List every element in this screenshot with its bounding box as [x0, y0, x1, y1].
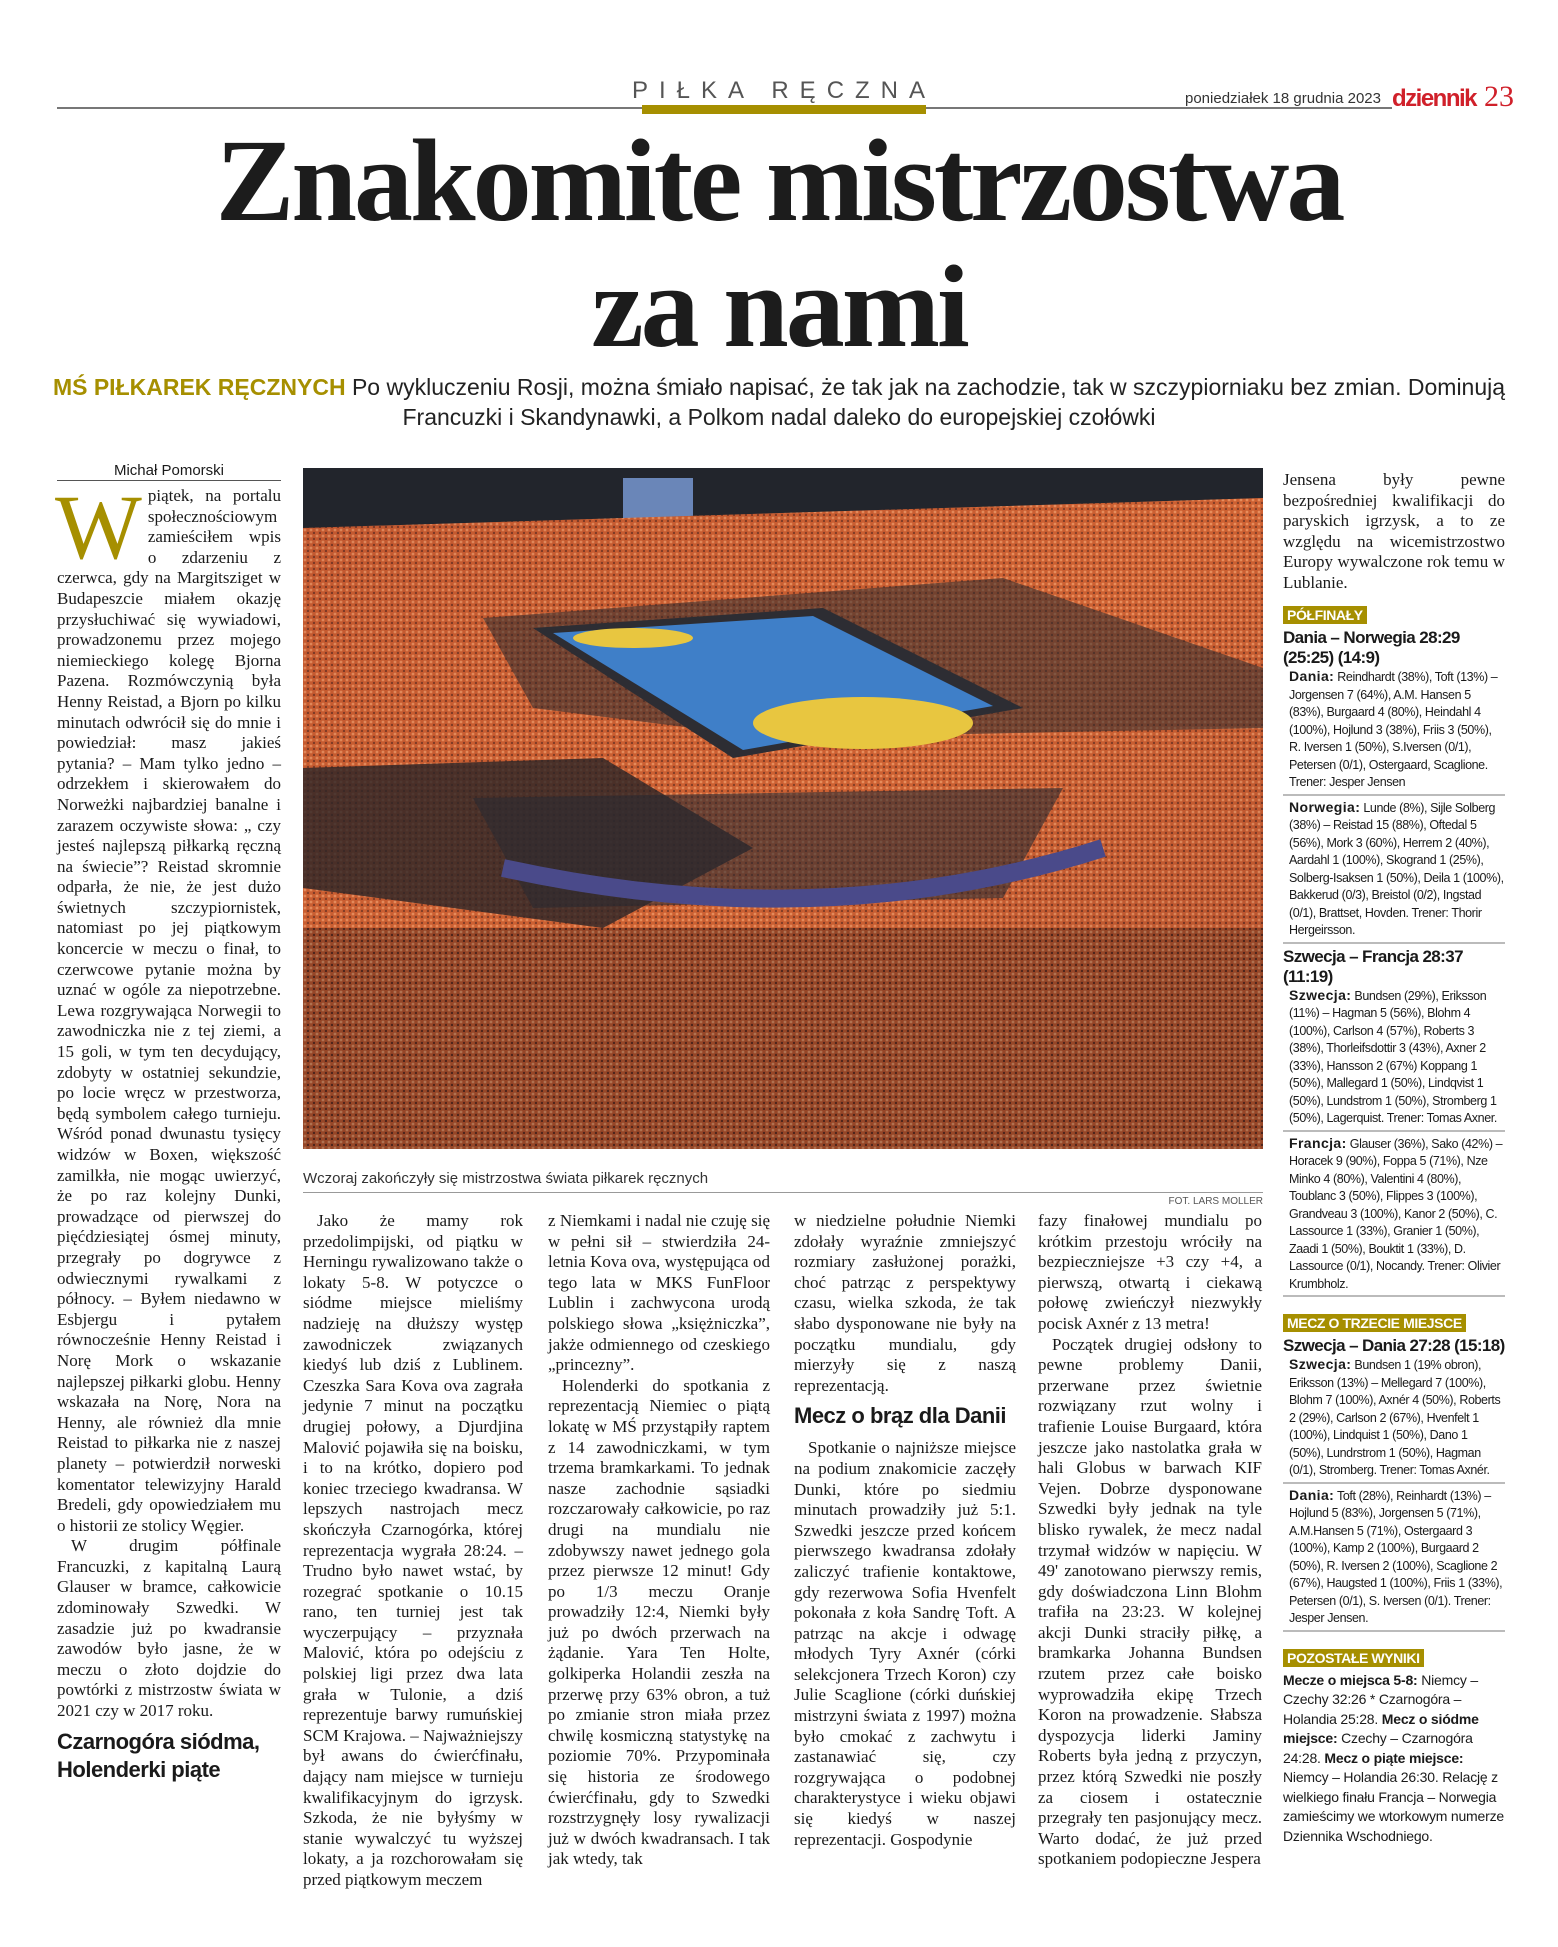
text: Czechy – Czarnogóra 24:28. — [1283, 1730, 1473, 1766]
subheading: Czarnogóra siódma, Holenderki piąte — [57, 1728, 260, 1782]
team-name: Szwecja: — [1289, 1356, 1352, 1372]
match-score: Szwecja – Francja 28:37 (11:19) — [1283, 946, 1463, 986]
paragraph: piątek, na portalu społecznościowym zamieściłem wpis o zdarzeniu z czerwca, gdy na Margitsziget w Budapeszcie miałem okazję przysłuchiwać się wywiadowi, prowadzonemu przez mojego niemieckiego kolegę Bjorna Pazena. Rozmówczynią była Henny Reistad, a Bjorn po kilku minutach odwrócił się do mnie i powiedział: masz jakieś pytania? – Mam tylko jedno – odrzekłem i skierowałem do Norweżki najbardziej banalne i zarazem oczywiste słowa: „ czy jesteś najlepszą piłkarką ręczną na świecie”? Reistad skromnie odparła, że nie, że jest dużo świetnych szczypiornistek, natomiast po jej piątkowym koncercie w meczu o finał, to czerwcowe pytanie można by uznać w ogóle za niepotrzebne. Lewa rozgrywająca Norwegii to zawodniczka nie z tej ziemi, a 15 goli, w tym ten decydujący, zdobyty w ostatniej sekundzie, po locie wręcz w przestworza, będą symbolem całego turnieju. Wśród ponad dwunastu tysięcy widzów w Boxen, większość zamilkła, nie mogąc uwierzyć, że po raz kolejny Dunki, prowadzące od pierwszej do pięćdziesiątej ósmej minuty, przegrały po dogrywce z odwiecznymi rywalkami z północy. – Byłem niedawno w Esbjergu i pytałem równocześnie Henny Reistad i Norę Mork o wskazanie najlepszej piłkarki globu. Henny wskazała na Norę, Nora na Henny, ale również dla mnie Reistad to piłkarka nie z naszej planety – potwierdził norweski komentator telewizyjny Harald Bredeli, gdy opowiedziałem mu o historii ze stolicy Węgier. — [57, 486, 281, 1535]
masthead-brand — [1392, 80, 1514, 114]
team-lineup — [1283, 668, 1505, 796]
drop-cap: W — [55, 476, 142, 578]
tag-third-place: MECZ O TRZECIE MIEJSCE — [1283, 1314, 1466, 1332]
paragraph: w niedzielne południe Niemki zdołały wyraźnie zmniejszyć rozmiary zasłużonej porażki, choć patrząc z perspektywy czasu, wielka szkoda, że tak słabo dysponowane nie były na początku mundialu, gdy mierzyły się z naszą reprezentacją. — [794, 1211, 1016, 1395]
photo-credit: FOT. LARS MOLLER — [1168, 1196, 1263, 1207]
team-name: Dania: — [1289, 668, 1335, 684]
team-name: Norwegia: — [1289, 798, 1361, 815]
byline: Michał Pomorski — [57, 462, 281, 481]
paragraph: Początek drugiej odsłony to pewne problemy Danii, przerwane przez świetnie rozwiązany rzut wolny i trafienie Louise Burgaard, która jeszcze jako nastolatka grała w hali Globus w barwach KIF Vejen. Dobrze dysponowane Szwedki były jednak na tyle blisko rywalek, że mecz nadal trzymał widzów w napięciu. W 49' zanotowano pierwszy remis, gdy doświadczona Linn Blohm trafiła na 23:23. W kolejnej akcji Dunki straciły piłkę, a bramkarka Johanna Bundsen rzutem przez całe boisko wyprowadziła ekipę Trzech Koron na prowadzenie. Słabsza dyspozycja liderki Jaminy Roberts była jedną z przyczyn, przez którą Szwedki nie poszły za ciosem i ostatecznie przegrały ten pasjonujący mecz. Warto dodać, że już przed spotkaniem podopieczne Jespera — [1038, 1334, 1262, 1869]
team-name: Francja: — [1289, 1134, 1347, 1151]
column-3 — [548, 1211, 770, 1878]
paragraph: W drugim półfinale Francuzki, z kapitalną Laurą Glauser w bramce, całkowicie zdominowały Szwedki. W zasadzie już po kwadransie zawodów było jasne, że w meczu o złoto dojdzie do powtórki z mistrzostw świata w 2021 czy w 2017 roku. — [57, 1536, 281, 1721]
column-6-text — [1283, 470, 1505, 600]
arena-photo — [303, 468, 1263, 1149]
paragraph: Holenderki do spotkania z reprezentacją Niemiec o piątą lokatę w MŚ przystąpiły raptem z 14 zawodniczkami, w tym trzema bramkarkami. To jednak nasze zachodnie sąsiadki rozczarowały całkowicie, po raz drugi na mundialu nie zdobywszy nawet jednego gola przez pierwsze 12 minut! Gdy po 1/3 meczu Oranje prowadziły 12:4, Niemki były już po dwóch przerwach na żądanie. Yara Ten Holte, golkiperka Holandii zeszła na przerwę przy 63% obron, a tuż po zmianie stron miała przez chwilę kosmiczną statystykę na poziomie 70%. Przypominała się historia ze środowego ćwierćfinału, gdy to Szwedki rozstrzygnęły losy rywalizacji już w dwóch kwadransach. I tak jak wtedy, tak — [548, 1375, 770, 1869]
label: Mecze o miejsca 5-8: — [1283, 1671, 1418, 1688]
team-lineup — [1283, 1487, 1505, 1632]
results-box — [1283, 606, 1505, 1846]
section-underline — [642, 105, 926, 114]
team-name: Szwecja: — [1289, 986, 1352, 1003]
paragraph: Spotkanie o najniższe miejsce na podium znakomicie zaczęły Dunki, które po siedmiu minutach prowadziły już 5:1. Szwedki jeszcze przed końcem pierwszego kwadransa zdołały zaliczyć trafienie kontaktowe, gdy rezerwowa Sofia Hvenfelt pokonała z koła Sandrę Toft. A patrząc na akcje i odwagę młodych Tyry Axnér (córki selekcjonera Trzech Koron) czy Julie Scaglione (córki duńskiej mistrzyni świata z 1997) można było cmokać z zachwytu i zastanawiać się, czy rozgrywająca o podobnej charakterystyce i wieku objawi się kiedyś w naszej reprezentacji. Gospodynie — [794, 1438, 1016, 1849]
lineup-text: Glauser (36%), Sako (42%) – Horacek 9 (90%), Foppa 5 (71%), Nze Minko 4 (80%), Valentini 4 (80%), Toublanc 3 (50%), Flippes 3 (100%), Grandveau 3 (100%), Kanor 2 (50%), C. Lassource 1 (33%), Granier 1 (50%), Zaadi 1 (50%), Bouktit 1 (33%), D. Lassource (0/1), Nocandy. Trener: Olivier Krumbholz. — [1289, 1136, 1503, 1291]
paragraph: z Niemkami i nadal nie czuję się w pełni sił – stwierdziła 24-letnia Kova ova, występująca od tego lata w MKS FunFloor Lublin i zachwycona urodą polskiego słowa „księżniczka”, jakże odmiennego od czeskiego „princezny”. — [548, 1211, 770, 1375]
lineup-text: Bundsen (29%), Eriksson (11%) – Hagman 5 (56%), Blohm 4 (100%), Carlson 4 (57%), Roberts 3 (38%), Thorleifsdottir 3 (43%), Axner 2 (33%), Hansson 2 (67%) Koppang 1 (50%), Mallegard 1 (50%), Lindqvist 1 (50%), Lundstrom 1 (50%), Stromberg 1 (50%), Lagerquist. Trener: Tomas Axner. — [1289, 988, 1497, 1125]
deck — [50, 372, 1508, 432]
lineup-text: Lunde (8%), Sijle Solberg (38%) – Reistad 15 (88%), Oftedal 5 (56%), Mork 3 (60%), Herrem 2 (40%), Aardahl 1 (100%), Skogrand 1 (25%), Solberg-Isaksen 1 (50%), Deila 1 (100%), Bakkerud (0/3), Breistol (0/2), Ingstad (0/1), Brattset, Hovden. Trener: Thorir Hergeirsson. — [1289, 800, 1504, 937]
photo-caption: Wczoraj zakończyły się mistrzostwa świata piłkarek ręcznych — [303, 1170, 709, 1187]
team-lineup — [1283, 987, 1505, 1132]
team-lineup — [1283, 1135, 1505, 1298]
label: Mecz o piąte miejsce: — [1324, 1749, 1464, 1766]
tag-semifinals: PÓŁFINAŁY — [1283, 606, 1367, 624]
lineup-text: Toft (28%), Reinhardt (13%) – Hojlund 5 (83%), Jorgensen 5 (71%), A.M.Hansen 5 (71%), Ostergaard 3 (100%), Kamp 2 (100%), Burgaard 2 (50%), R. Iversen 2 (100%), Scaglione 2 (67%), Haugsted 1 (100%), Friis 1 (33%), Petersen (0/1), S. Iversen (0/1). Trener: Jesper Jensen. — [1289, 1488, 1503, 1625]
match-score: Szwecja – Dania 27:28 (15:18) — [1283, 1336, 1505, 1355]
other-results — [1283, 1671, 1505, 1847]
label: Mecz o siódme miejsce: — [1283, 1710, 1479, 1746]
page-number: 23 — [1484, 80, 1515, 113]
text: Niemcy – Holandia 26:30. Relację z wielkiego finału Francja – Norwegia zamieścimy we wtorkowym numerze Dziennika Wschodniego. — [1283, 1769, 1504, 1844]
column-4 — [794, 1211, 1016, 1878]
paragraph: Jako że mamy rok przedolimpijski, od piątku w Herningu rywalizowano także o lokaty 5-8. W potyczce o siódme miejsce mieliśmy nadzieję na dłuższy występ zawodniczek związanych kiedyś lub dziś z Lublinem. Czeszka Sara Kova ova zagrała jedynie 7 minut na początku drugiej połowy, a Djurdjina Malović pojawiła się na boisku, i to na krótko, dopiero pod koniec trzeciego kwadransa. W lepszych nastrojach mecz skończyła Czarnogórka, której reprezentacja wygrała 28:24. – Trudno było nawet wstać, by rozegrać spotkanie o 10.15 rano, ten turniej jest tak wyczerpujący – przyznała Malović, która po odejściu z polskiej ligi przez dwa lata grała w Tulonie, a dziś reprezentuje barwy rumuńskiej SCM Krajowa. – Najważniejszy był awans do ćwierćfinału, dający nam miejsce w turnieju kwalifikacyjnym do igrzysk. Szkoda, że nie byłyśmy w stanie wywalczyć tu wyższej lokaty, a ja rozchorowałam się przed piątkowym meczem — [303, 1211, 524, 1889]
tag-other-results: POZOSTAŁE WYNIKI — [1283, 1649, 1424, 1667]
headline — [0, 115, 1558, 372]
column-5 — [1038, 1211, 1262, 1878]
headline-line-1: Znakomite mistrzostwa — [215, 115, 1343, 246]
paragraph: Jensena były pewne bezpośredniej kwalifikacji do paryskich igrzysk, a to ze względu na wicemistrzostwo Europy wywalczone rok temu w Lublanie. — [1283, 470, 1505, 592]
subheading: Mecz o brąz dla Danii — [794, 1403, 1006, 1429]
newspaper-logo: dziennik — [1392, 85, 1477, 112]
match-score: Dania – Norwegia 28:29 (25:25) (14:9) — [1283, 628, 1460, 667]
deck-text: Po wykluczeniu Rosji, można śmiało napisać, że tak jak na zachodzie, tak w szczypiorniaku bez zmian. Dominują Francuzki i Skandynawki, a Polkom nadal daleko do europejskiej czołówki — [345, 374, 1506, 430]
section-label: PIŁKA RĘCZNA — [631, 77, 937, 104]
team-name: Dania: — [1289, 1486, 1335, 1503]
paragraph: fazy finałowej mundialu po krótkim przestoju wróciły na bezpieczniejsze +3 czy +4, a pierwszą, otwartą i ciekawą połowę zwieńczył niezwykły pocisk Axnér z 13 metra! — [1038, 1211, 1262, 1333]
deck-kicker: MŚ PIŁKAREK RĘCZNYCH — [52, 374, 346, 400]
lineup-text: Bundsen 1 (19% obron), Eriksson (13%) – Mellegard 7 (100%), Blohm 7 (100%), Axnér 4 (50%), Roberts 2 (29%), Carlson 2 (67%), Hvenfelt 1 (100%), Lindquist 1 (50%), Dano 1 (50%), Lundrstrom 1 (50%), Hagman (0/1), Stromberg. Trener: Tomas Axnér. — [1289, 1358, 1501, 1477]
column-1 — [55, 476, 281, 1878]
team-lineup — [1283, 799, 1505, 944]
column-2 — [303, 1211, 524, 1889]
text: Niemcy – Czechy 32:26 * Czarnogóra – Holandia 25:28. — [1283, 1671, 1478, 1727]
issue-date: poniedziałek 18 grudnia 2023 — [1165, 90, 1385, 107]
headline-line-2: za nami — [591, 241, 967, 372]
lineup-text: Reindhardt (38%), Toft (13%) – Jorgensen 7 (64%), A.M. Hansen 5 (83%), Burgaard 4 (80%), Heindahl 4 (100%), Hojlund 3 (38%), Friis 3 (50%), R. Iversen 1 (50%), S.Iversen (0/1), Petersen (0/1), Ostergaard, Scaglione. Trener: Jesper Jensen — [1289, 670, 1498, 789]
caption-rule — [303, 1192, 1263, 1193]
team-lineup — [1283, 1356, 1505, 1484]
